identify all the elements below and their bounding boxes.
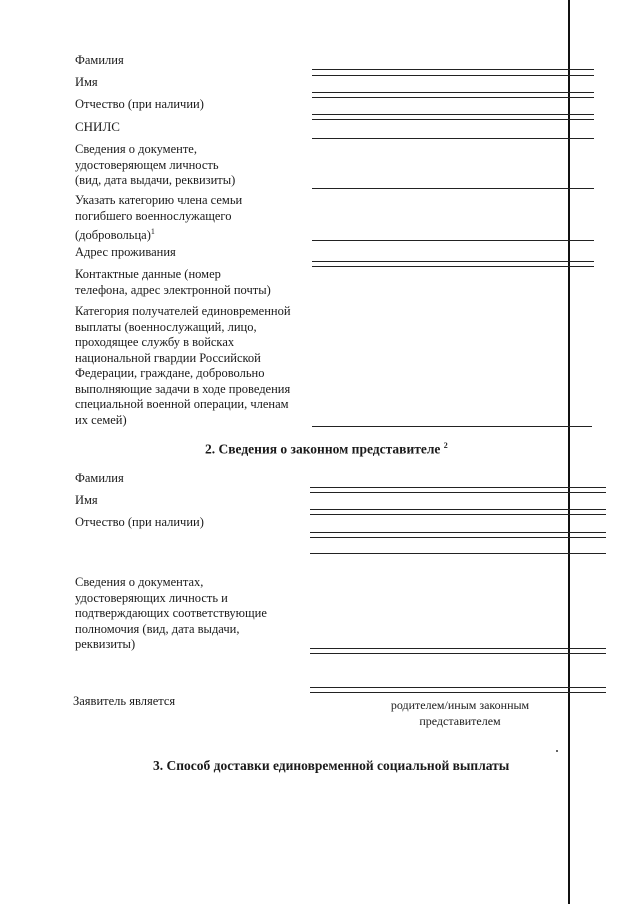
rep-field-label-name: Имя (75, 493, 98, 507)
input-line-surname[interactable] (312, 69, 594, 70)
rep-input-line-extra[interactable] (310, 553, 606, 554)
applicant-status: родителем/иным законным представителем (390, 698, 530, 728)
applicant-label: Заявитель является (73, 694, 176, 708)
field-label-surname: Фамилия (75, 53, 124, 67)
input-line-recipient-category[interactable] (312, 426, 592, 427)
section-2-title: 2. Сведения о законном представителе (205, 441, 441, 457)
rep-input-line-patronymic[interactable] (310, 532, 606, 533)
rep-input-line-documents[interactable] (310, 648, 606, 649)
section-2-heading (205, 441, 448, 458)
field-label-identity-document: Сведения о документе, удостоверяющем личность (вид, дата выдачи, реквизиты) (75, 142, 236, 187)
rep-input-line-name-2[interactable] (310, 514, 606, 515)
rep-input-line-surname[interactable] (310, 487, 606, 488)
rep-input-line-name[interactable] (310, 509, 606, 510)
family-category-text: Указать категорию члена семьи погибшего военнослужащего (добровольца) (75, 193, 243, 243)
input-line-patronymic[interactable] (312, 114, 594, 115)
field-label-contacts: Контактные данные (номер телефона, адрес электронной почты) (75, 267, 271, 297)
field-label-snils: СНИЛС (75, 119, 120, 134)
field-label-address: Адрес проживания (75, 245, 176, 259)
rep-input-line-surname-2[interactable] (310, 492, 606, 493)
rep-field-label-patronymic: Отчество (при наличии) (75, 515, 204, 529)
footnote-2-marker: 2 (443, 441, 448, 450)
input-line-name[interactable] (312, 92, 594, 93)
field-label-patronymic: Отчество (при наличии) (75, 97, 204, 111)
input-line-name-2[interactable] (312, 97, 594, 98)
field-label-name: Имя (75, 75, 98, 89)
field-label-family-category (75, 193, 315, 244)
input-line-surname-2[interactable] (312, 75, 594, 76)
right-margin-rule (568, 0, 570, 904)
input-line-patronymic-2[interactable] (312, 119, 594, 120)
scan-speck (556, 750, 558, 752)
rep-input-line-patronymic-2[interactable] (310, 537, 606, 538)
rep-input-line-applicant-2[interactable] (310, 692, 606, 693)
section-3-heading: 3. Способ доставки единовременной социальной выплаты (153, 758, 510, 773)
input-line-snils[interactable] (312, 138, 594, 139)
rep-input-line-documents-2[interactable] (310, 653, 606, 654)
rep-field-label-documents: Сведения о документах, удостоверяющих личность и подтверждающих соответствующие полномочия (вид, дата выдачи, реквизиты) (75, 575, 267, 651)
input-line-address-2[interactable] (312, 266, 594, 267)
input-line-family-category[interactable] (312, 240, 594, 241)
input-line-identity-document[interactable] (312, 188, 594, 189)
footnote-1-marker: 1 (150, 227, 155, 236)
input-line-address[interactable] (312, 261, 594, 262)
rep-input-line-applicant[interactable] (310, 687, 606, 688)
field-label-recipient-category: Категория получателей единовременной выплаты (военнослужащий, лицо, проходящее службу в войсках национальной гвардии Российской Федерации, граждане, добровольно выполняющие задачи в ходе проведения специальной военной операции, членам их семей) (75, 304, 291, 427)
rep-field-label-surname: Фамилия (75, 471, 124, 485)
